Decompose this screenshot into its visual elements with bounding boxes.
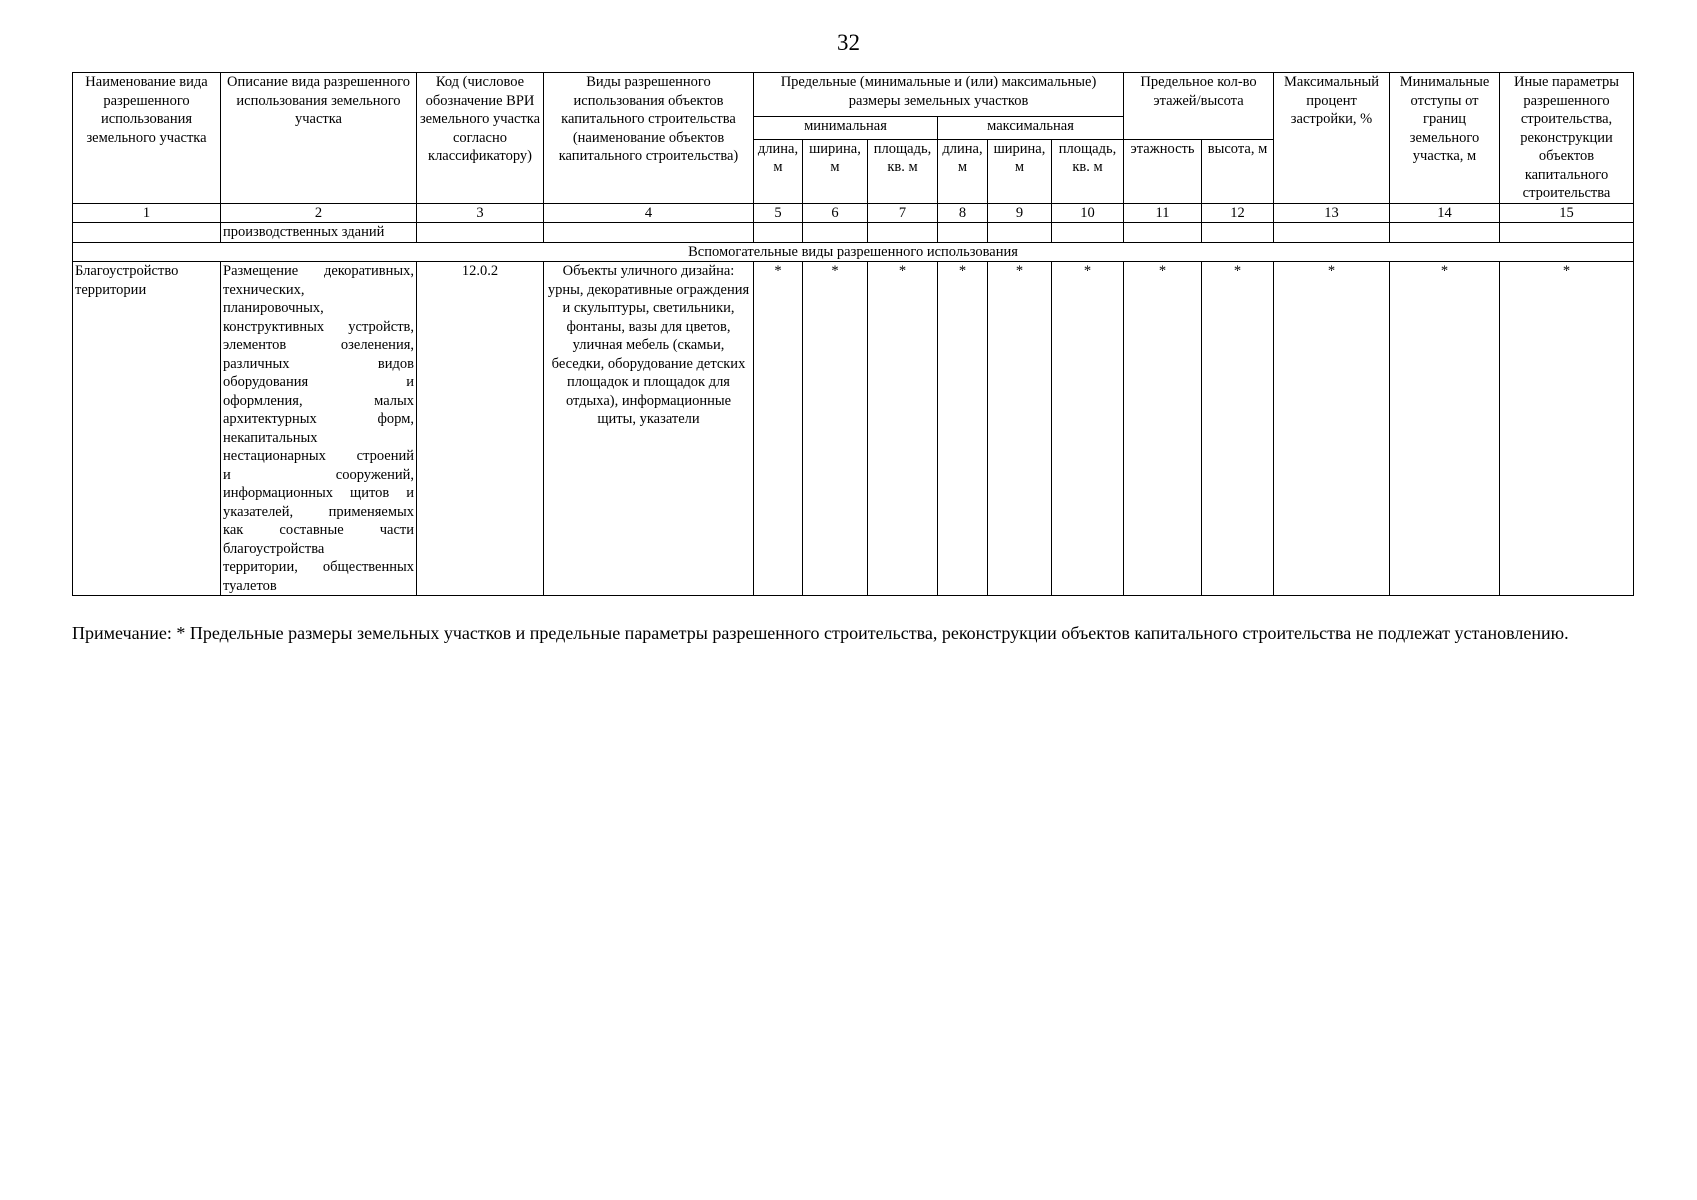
column-number: 12 bbox=[1202, 203, 1274, 223]
cell-max-length: * bbox=[938, 262, 988, 596]
cell-min-length: * bbox=[754, 262, 803, 596]
description-line: технических, bbox=[223, 281, 305, 298]
land-use-table bbox=[72, 72, 1634, 596]
description-line: элементов озеленения, bbox=[223, 337, 414, 353]
header-min-length: длина, м bbox=[754, 139, 803, 203]
column-number: 5 bbox=[754, 203, 803, 223]
table-row bbox=[73, 262, 1634, 596]
header-max-coverage: Максимальный процент застройки, % bbox=[1274, 73, 1390, 204]
cell-min-width: * bbox=[803, 262, 868, 596]
continuation-row bbox=[73, 223, 1634, 243]
header-height: высота, м bbox=[1202, 139, 1274, 203]
header-other-params: Иные параметры разрешенного строительства, реконструкции объектов капитального строительства bbox=[1500, 73, 1634, 204]
column-number: 1 bbox=[73, 203, 221, 223]
description-line: и сооружений, bbox=[223, 466, 414, 483]
cell-max-area: * bbox=[1052, 262, 1124, 596]
description-line: Размещение декоративных, bbox=[223, 263, 414, 279]
description-line: как составные части bbox=[223, 522, 414, 538]
header-max-width: ширина, м bbox=[988, 139, 1052, 203]
description-line: указателей, применяемых bbox=[223, 503, 414, 520]
header-code: Код (числовое обозначение ВРИ земельного участка согласно классификатору) bbox=[417, 73, 544, 204]
cell-floors: * bbox=[1124, 262, 1202, 596]
description-line: информационных щитов и bbox=[223, 485, 414, 501]
header-min-setbacks: Минимальные отступы от границ земельного участка, м bbox=[1390, 73, 1500, 204]
page-number: 32 bbox=[837, 30, 860, 55]
cell-capital-objects: Объекты уличного дизайна: урны, декоративные ограждения и скульптуры, светильники, фонтаны, вазы для цветов, уличная мебель (скамьи, беседки, оборудование детских площадок и площадок для отдыха), информационные щиты, указатели bbox=[544, 262, 754, 596]
column-numbers-row bbox=[73, 203, 1634, 223]
header-max-length: длина, м bbox=[938, 139, 988, 203]
header-max-area: площадь, кв. м bbox=[1052, 139, 1124, 203]
description-line: туалетов bbox=[223, 577, 277, 594]
cell-min-setbacks: * bbox=[1390, 262, 1500, 596]
column-number: 2 bbox=[221, 203, 417, 223]
description-line: оборудования и bbox=[223, 374, 414, 390]
cell-land-use-name: Благоустройство территории bbox=[73, 262, 221, 596]
cell-max-coverage: * bbox=[1274, 262, 1390, 596]
footnote: Примечание: * Предельные размеры земельных участков и предельные параметры разрешенного строительства, реконструкции объектов капитального строительства не подлежат установлению. bbox=[72, 623, 1569, 643]
header-land-use-description: Описание вида разрешенного использования земельного участка bbox=[221, 73, 417, 204]
description-line: оформления, малых bbox=[223, 392, 414, 409]
column-number: 9 bbox=[988, 203, 1052, 223]
column-number: 3 bbox=[417, 203, 544, 223]
cell-land-use-description bbox=[221, 262, 417, 596]
header-minimum: минимальная bbox=[754, 116, 938, 139]
description-line: планировочных, bbox=[223, 300, 324, 316]
description-line: территории, общественных bbox=[223, 559, 414, 575]
header-maximum: максимальная bbox=[938, 116, 1124, 139]
description-line: некапитальных bbox=[223, 429, 318, 446]
column-number: 11 bbox=[1124, 203, 1202, 223]
header-floors: этажность bbox=[1124, 139, 1202, 203]
section-title: Вспомогательные виды разрешенного использования bbox=[73, 242, 1634, 262]
description-line: конструктивных устройств, bbox=[223, 318, 414, 335]
description-line: нестационарных строений bbox=[223, 448, 414, 464]
cell-height: * bbox=[1202, 262, 1274, 596]
description-line: благоустройства bbox=[223, 540, 325, 557]
column-number: 8 bbox=[938, 203, 988, 223]
section-header-row bbox=[73, 242, 1634, 262]
column-number: 15 bbox=[1500, 203, 1634, 223]
column-number: 10 bbox=[1052, 203, 1124, 223]
cell-other-params: * bbox=[1500, 262, 1634, 596]
cell-min-area: * bbox=[868, 262, 938, 596]
column-number: 4 bbox=[544, 203, 754, 223]
header-min-area: площадь, кв. м bbox=[868, 139, 938, 203]
header-capital-objects: Виды разрешенного использования объектов капитального строительства (наименование объектов капитального строительства) bbox=[544, 73, 754, 204]
header-plot-sizes: Предельные (минимальные и (или) максимальные) размеры земельных участков bbox=[754, 73, 1124, 117]
column-number: 13 bbox=[1274, 203, 1390, 223]
description-line: различных видов bbox=[223, 355, 414, 372]
description-line: архитектурных форм, bbox=[223, 411, 414, 427]
header-land-use-name: Наименование вида разрешенного использования земельного участка bbox=[73, 73, 221, 204]
continuation-text: производственных зданий bbox=[221, 223, 417, 243]
column-number: 6 bbox=[803, 203, 868, 223]
cell-max-width: * bbox=[988, 262, 1052, 596]
cell-code: 12.0.2 bbox=[417, 262, 544, 596]
column-number: 14 bbox=[1390, 203, 1500, 223]
header-floors-height: Предельное кол-во этажей/высота bbox=[1124, 73, 1274, 140]
column-number: 7 bbox=[868, 203, 938, 223]
header-min-width: ширина, м bbox=[803, 139, 868, 203]
